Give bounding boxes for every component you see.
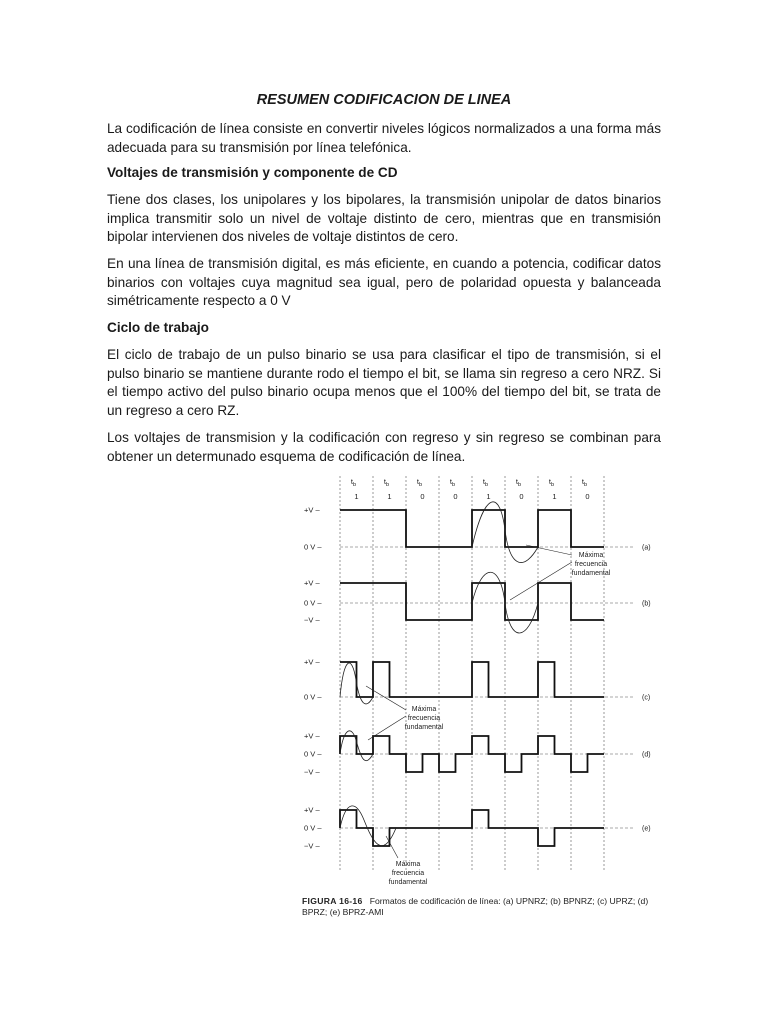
panel-d-waveform <box>340 736 604 772</box>
paragraph-combinacion: Los voltajes de transmision y la codificación con regreso y sin regreso se combinan para obtener un determunado esquema de codificación de línea. <box>107 430 661 464</box>
panel-label: (d) <box>642 751 651 759</box>
voltage-level-label: 0 V – <box>304 749 322 759</box>
bit-value-label: 1 <box>486 492 491 501</box>
annotation-ab-line: Máxima <box>578 552 604 559</box>
voltage-level-label: +V – <box>304 731 320 741</box>
panel-label: (e) <box>642 825 651 833</box>
annotation-e-line: Máxima <box>395 861 421 868</box>
panel-label: (b) <box>642 600 651 608</box>
bit-time-label: $t_b$ <box>581 477 588 488</box>
voltage-level-label: −V – <box>304 767 320 777</box>
voltage-level-label: +V – <box>304 578 320 588</box>
bit-value-label: 0 <box>453 492 458 501</box>
annotation-ab-pointer <box>510 562 572 600</box>
annotation-e-pointer <box>386 836 398 858</box>
heading-voltajes: Voltajes de transmisión y componente de CD <box>107 165 398 180</box>
annotation-cd-line: Máxima <box>411 706 437 713</box>
voltage-level-label: +V – <box>304 805 320 815</box>
paragraph-clases: Tiene dos clases, los unipolares y los bipolares, la transmisión unipolar de datos binarios implica transmitir solo un nivel de voltaje distinto de cero, mientras que en transmisión bipolar intervienen dos niveles de voltaje distintos de cero. <box>107 192 661 244</box>
bit-time-label: $t_b$ <box>548 477 555 488</box>
bit-value-label: 0 <box>519 492 524 501</box>
line-coding-figure <box>290 470 670 930</box>
voltage-level-label: +V – <box>304 505 320 515</box>
bit-value-label: 1 <box>552 492 557 501</box>
bit-value-label: 0 <box>420 492 425 501</box>
line-coding-diagram <box>290 470 670 890</box>
voltage-level-label: 0 V – <box>304 598 322 608</box>
paragraph-eficiencia: En una línea de transmisión digital, es más eficiente, en cuando a potencia, codificar datos binarios con voltajes cuya magnitud sea igual, pero de polaridad opuesta y balanceada simétricamente respecto a 0 V <box>107 256 661 308</box>
voltage-level-label: 0 V – <box>304 542 322 552</box>
annotation-cd-line: fundamental <box>404 724 444 731</box>
bit-time-label: $t_b$ <box>383 477 390 488</box>
voltage-level-label: 0 V – <box>304 823 322 833</box>
bit-time-label: $t_b$ <box>482 477 489 488</box>
paragraph-intro: La codificación de línea consiste en convertir niveles lógicos normalizados a una forma más adecuada para su transmisión por línea telefónica. <box>107 121 661 155</box>
annotation-e-line: frecuencia <box>391 870 425 877</box>
heading-ciclo: Ciclo de trabajo <box>107 320 209 335</box>
panel-e-fundamental-wave <box>340 806 396 846</box>
bit-time-label: $t_b$ <box>515 477 522 488</box>
voltage-level-label: −V – <box>304 615 320 625</box>
bit-value-label: 1 <box>387 492 392 501</box>
bit-time-label: $t_b$ <box>350 477 357 488</box>
annotation-ab-line: fundamental <box>571 570 611 577</box>
bit-value-label: 1 <box>354 492 359 501</box>
panel-label: (c) <box>642 694 651 702</box>
figure-caption <box>302 896 672 918</box>
annotation-ab-line: frecuencia <box>574 561 608 568</box>
voltage-level-label: −V – <box>304 841 320 851</box>
panel-c-waveform <box>340 662 604 697</box>
annotation-cd-line: frecuencia <box>407 715 441 722</box>
voltage-level-label: 0 V – <box>304 692 322 702</box>
bit-value-label: 0 <box>585 492 590 501</box>
panel-label: (a) <box>642 544 651 552</box>
panel-a-waveform <box>340 510 604 547</box>
caption-figure-number: FIGURA 16-16 <box>302 896 363 906</box>
document-title: RESUMEN CODIFICACION DE LINEA <box>256 92 512 108</box>
paragraph-ciclo: El ciclo de trabajo de un pulso binario se usa para clasificar el tipo de transmisión, si el pulso binario se mantiene durante rodo el tiempo el bit, se llama sin regreso a cero NRZ. Si el tiempo activo del pulso binario ocupa menos que el 100% del tiempo del bit, se trata de un regreso a cero RZ. <box>107 347 661 418</box>
bit-time-label: $t_b$ <box>416 477 423 488</box>
annotation-e-line: fundamental <box>388 879 428 886</box>
caption-text: Formatos de codificación de línea: (a) UPNRZ; (b) BPNRZ; (c) UPRZ; (d) BPRZ; (e) BPRZ-AMI <box>302 896 649 917</box>
annotation-ab-pointer <box>526 545 572 555</box>
voltage-level-label: +V – <box>304 657 320 667</box>
bit-time-label: $t_b$ <box>449 477 456 488</box>
